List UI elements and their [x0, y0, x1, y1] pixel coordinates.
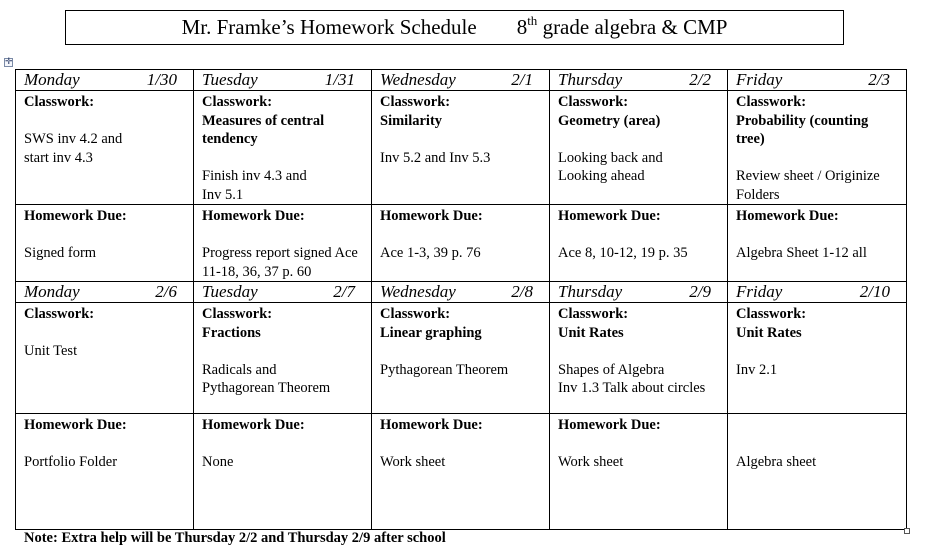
day-header: Monday 1/30	[16, 70, 194, 91]
day-header: Monday 2/6	[16, 282, 194, 303]
week1-classwork-row	[16, 91, 907, 205]
classwork-cell: Classwork: Probability (counting tree) Review sheet / Originize Folders	[728, 91, 907, 205]
day-header: Wednesday 2/8	[372, 282, 550, 303]
classwork-cell: Classwork: Geometry (area) Looking back and Looking ahead	[550, 91, 728, 205]
classwork-cell: Classwork: Unit Rates Shapes of Algebra Inv 1.3 Talk about circles	[550, 303, 728, 414]
homework-cell: Homework Due: None	[194, 414, 372, 530]
day-header: Friday 2/3	[728, 70, 907, 91]
homework-cell: Algebra sheet	[728, 414, 907, 530]
day-header: Wednesday 2/1	[372, 70, 550, 91]
schedule-title	[65, 10, 844, 45]
title-grade: 8th grade algebra & CMP	[516, 13, 728, 39]
week1-day-row	[16, 70, 907, 91]
homework-cell: Homework Due: Signed form	[16, 205, 194, 282]
week2-classwork-row	[16, 303, 907, 414]
table-move-handle-icon[interactable]: ✛	[5, 57, 13, 67]
title-main: Mr. Framke’s Homework Schedule	[181, 15, 477, 39]
homework-cell: Homework Due: Work sheet	[372, 414, 550, 530]
schedule-table	[15, 69, 907, 530]
day-header: Tuesday 1/31	[194, 70, 372, 91]
homework-cell: Homework Due: Ace 8, 10-12, 19 p. 35	[550, 205, 728, 282]
week2-homework-row	[16, 414, 907, 530]
day-header: Thursday 2/9	[550, 282, 728, 303]
day-header: Thursday 2/2	[550, 70, 728, 91]
homework-cell: Homework Due: Progress report signed Ace 11-18, 36, 37 p. 60	[194, 205, 372, 282]
homework-cell: Homework Due: Algebra Sheet 1-12 all	[728, 205, 907, 282]
homework-cell: Homework Due: Work sheet	[550, 414, 728, 530]
day-header: Tuesday 2/7	[194, 282, 372, 303]
week1-homework-row	[16, 205, 907, 282]
classwork-cell: Classwork: Similarity Inv 5.2 and Inv 5.3	[372, 91, 550, 205]
classwork-cell: Classwork: Unit Test	[16, 303, 194, 414]
week2-day-row	[16, 282, 907, 303]
homework-cell: Homework Due: Ace 1-3, 39 p. 76	[372, 205, 550, 282]
classwork-cell: Classwork: Linear graphing Pythagorean Theorem	[372, 303, 550, 414]
classwork-cell: Classwork: Fractions Radicals and Pythagorean Theorem	[194, 303, 372, 414]
table-resize-handle[interactable]	[904, 528, 910, 534]
classwork-cell: Classwork: Unit Rates Inv 2.1	[728, 303, 907, 414]
homework-cell: Homework Due: Portfolio Folder	[16, 414, 194, 530]
classwork-cell: Classwork: Measures of central tendency Finish inv 4.3 and Inv 5.1	[194, 91, 372, 205]
footer-note: Note: Extra help will be Thursday 2/2 and Thursday 2/9 after school	[24, 530, 446, 546]
classwork-cell: Classwork: SWS inv 4.2 and start inv 4.3	[16, 91, 194, 205]
day-header: Friday 2/10	[728, 282, 907, 303]
